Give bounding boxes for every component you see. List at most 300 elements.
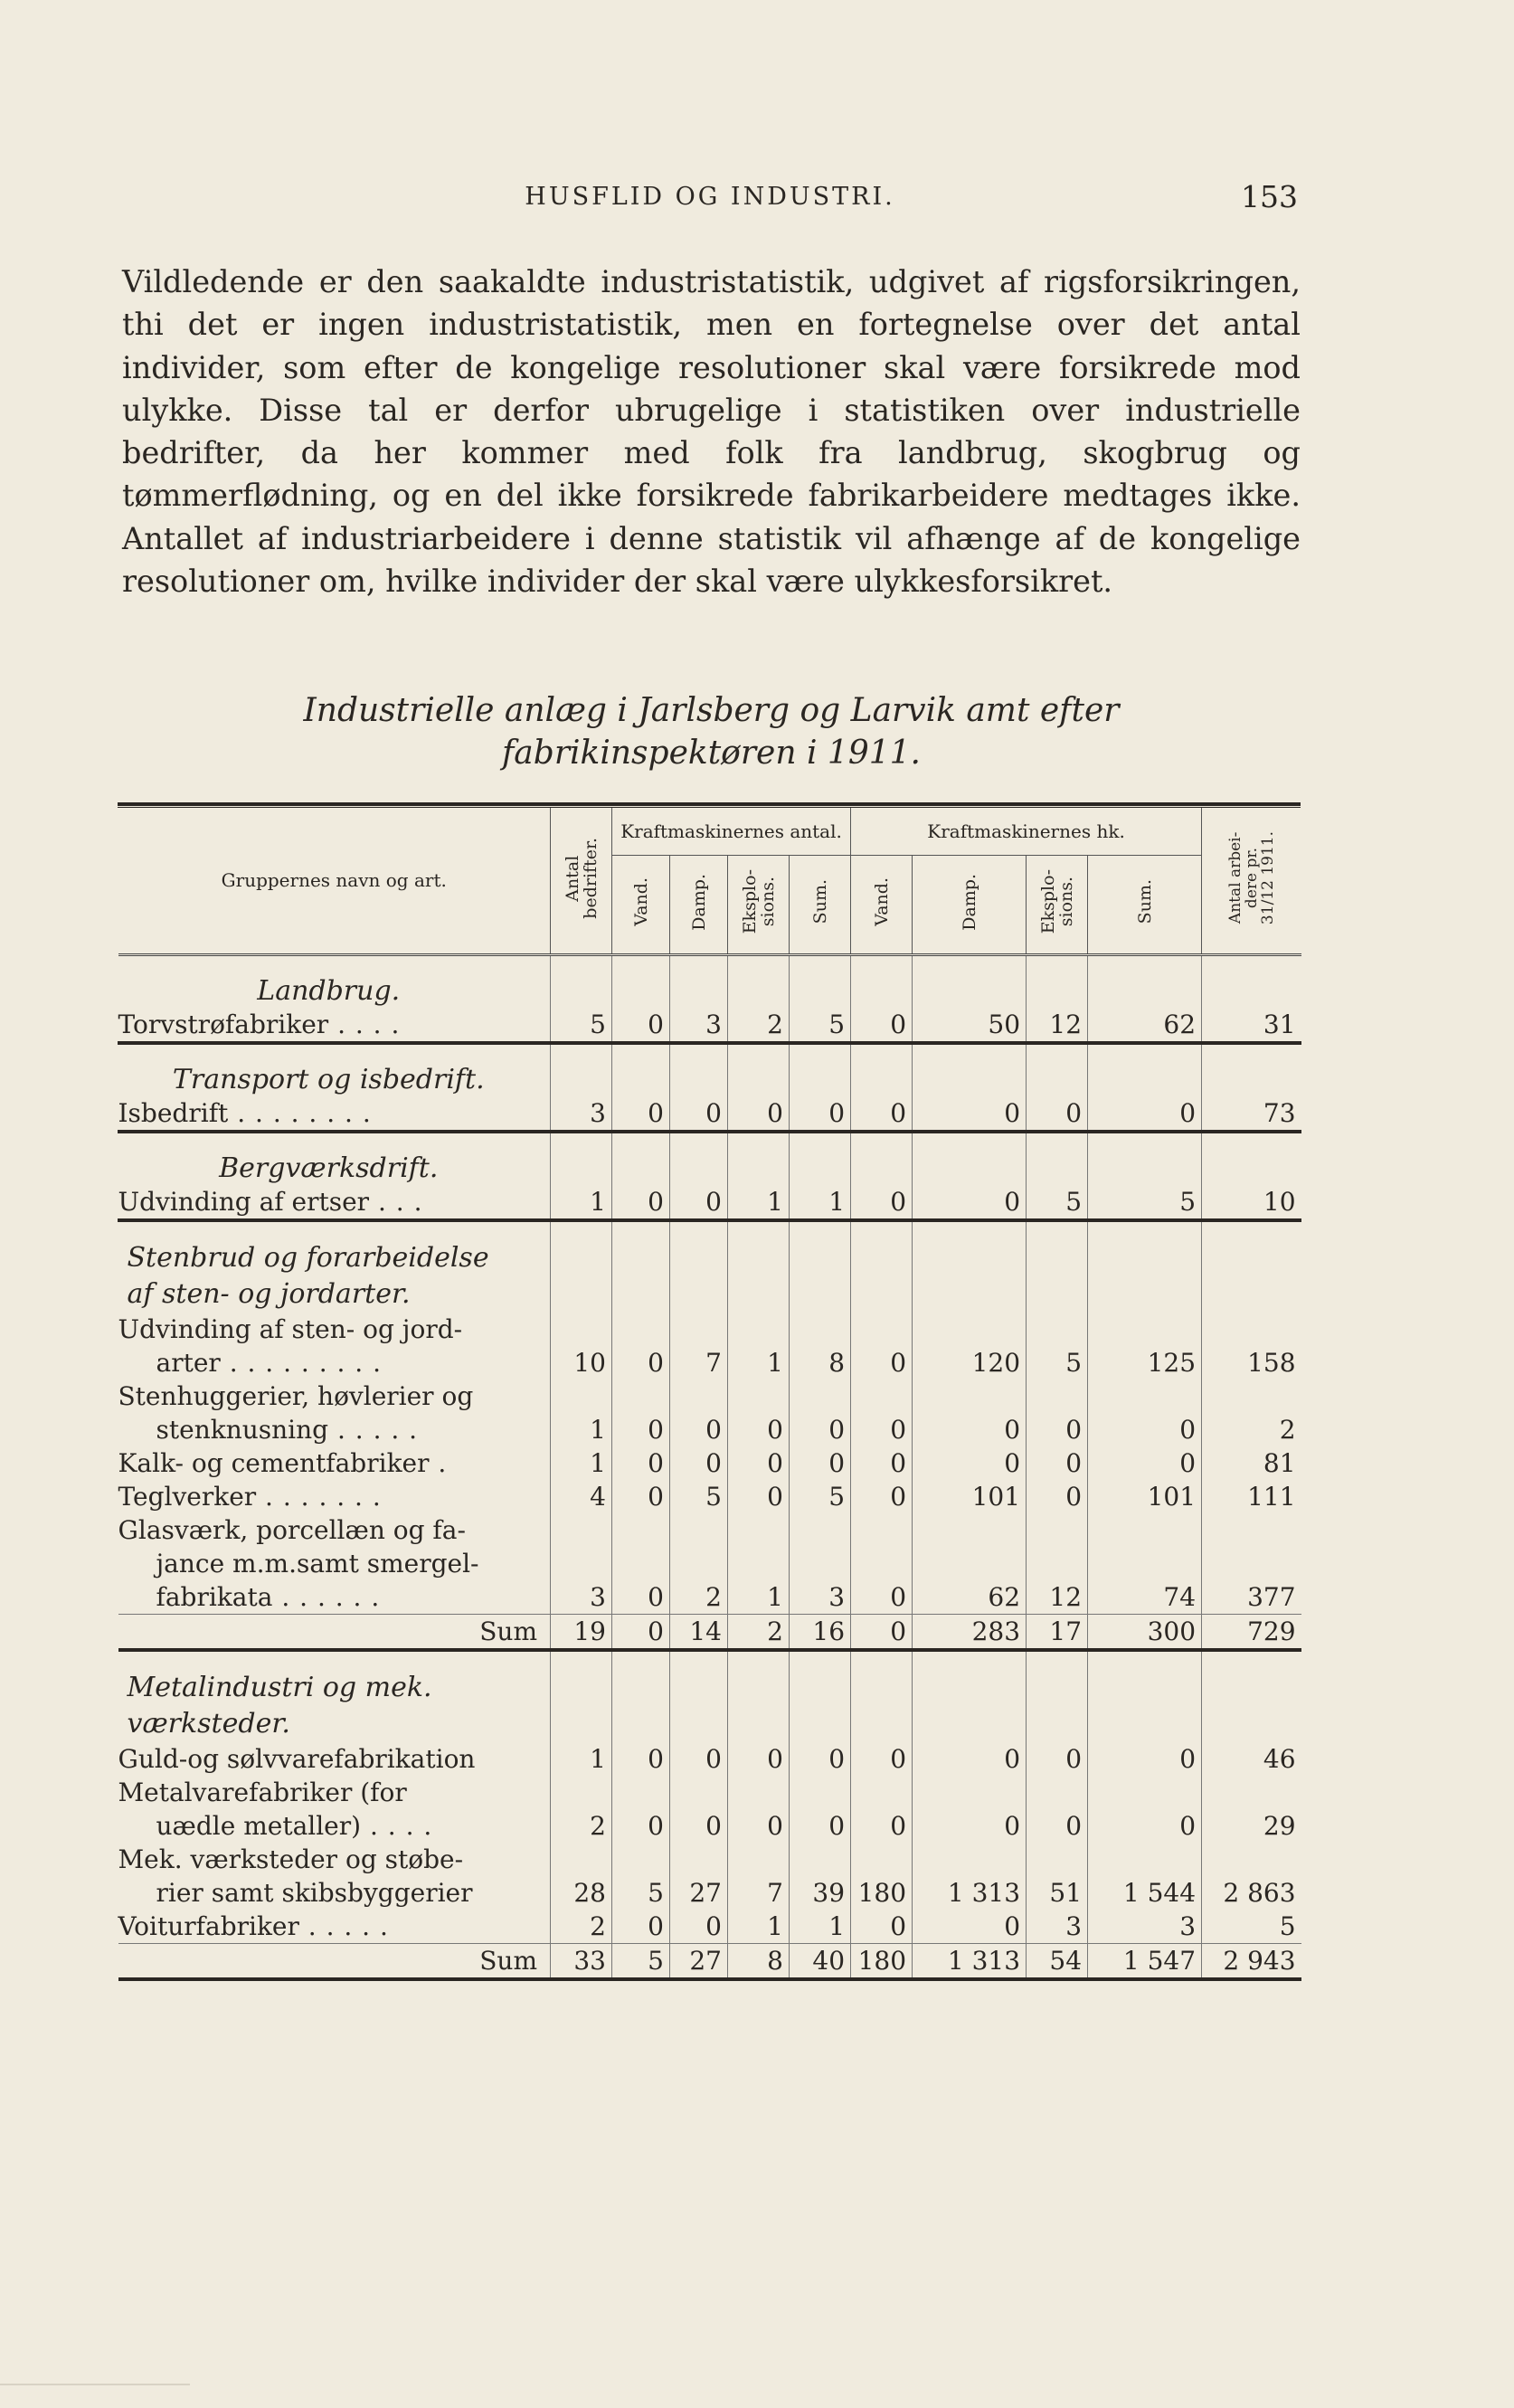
table-row [118, 1513, 1301, 1615]
row-label [118, 1742, 551, 1776]
value-cell: 0 [612, 1185, 670, 1218]
col-header-sum: Sum. [790, 855, 851, 954]
value-cell: 5 [1202, 1910, 1301, 1944]
row-label-text: Voiturfabriker . . . . . [118, 1910, 389, 1941]
value-cell: 0 [670, 1910, 728, 1944]
empty-cell [728, 1664, 790, 1742]
empty-cell [913, 1664, 1027, 1742]
empty-cell [670, 1664, 728, 1742]
value-cell: 0 [728, 1096, 790, 1130]
row-label-cont-text: rier samt skibsbyggerier [156, 1877, 473, 1908]
sum-cell: 1 547 [1088, 1943, 1202, 1979]
value-cell: 8 [790, 1313, 851, 1379]
empty-cell [612, 1650, 670, 1664]
leader-dots: . . . . . [298, 1910, 389, 1941]
value-cell: 4 [551, 1480, 612, 1513]
sum-cell: 54 [1027, 1943, 1088, 1979]
value-cell: 0 [851, 1008, 913, 1041]
value-cell: 0 [612, 1776, 670, 1843]
value-cell: 0 [728, 1776, 790, 1843]
empty-cell [1202, 969, 1301, 1008]
value-cell: 12 [1027, 1513, 1088, 1615]
leader-dots: . . . . . [328, 1414, 419, 1445]
table-row [118, 1446, 1301, 1480]
row-label [118, 1776, 551, 1843]
section-title: Metalindustri og mek. værksteder. [127, 1671, 432, 1740]
empty-cell [728, 1043, 790, 1057]
empty-cell [670, 1057, 728, 1096]
value-cell: 0 [1088, 1096, 1202, 1130]
row-label-text: Isbedrift . . . . . . . . [118, 1097, 372, 1128]
row-label-text: Torvstrøfabriker . . . . [118, 1009, 401, 1039]
value-cell: 10 [551, 1313, 612, 1379]
empty-cell [851, 1220, 913, 1235]
empty-cell [851, 969, 913, 1008]
row-label [118, 1843, 551, 1910]
section-title: Bergværksdrift. [219, 1152, 439, 1184]
empty-cell [1088, 1146, 1202, 1185]
page-number: 153 [1241, 179, 1298, 214]
col-header-antal-bedrifter: Antal bedrifter. [551, 808, 612, 954]
page-header [122, 179, 1298, 215]
value-cell: 0 [670, 1776, 728, 1843]
col-header-kraft-antal: Kraftmaskinernes antal. [612, 808, 851, 855]
sum-cell: 16 [790, 1614, 851, 1650]
empty-cell [913, 1235, 1027, 1313]
value-cell: 0 [670, 1446, 728, 1480]
value-cell: 5 [551, 1008, 612, 1041]
value-cell: 2 [551, 1910, 612, 1944]
table-caption [122, 689, 1301, 774]
value-cell: 0 [670, 1742, 728, 1776]
empty-cell [1027, 1220, 1088, 1235]
empty-cell [1027, 1043, 1088, 1057]
empty-cell [851, 1650, 913, 1664]
value-cell: 101 [1088, 1480, 1202, 1513]
section-title-row [118, 1664, 1301, 1742]
value-cell: 0 [851, 1379, 913, 1446]
spacer-cell [118, 1220, 551, 1235]
value-cell: 0 [913, 1379, 1027, 1446]
sum-cell: 40 [790, 1943, 851, 1979]
sum-label: Sum [118, 1614, 551, 1650]
empty-cell [1027, 1146, 1088, 1185]
value-cell: 0 [728, 1446, 790, 1480]
col-header-group: Gruppernes navn og art. [221, 869, 447, 892]
spacer-row [118, 1132, 1301, 1146]
empty-cell [1027, 1057, 1088, 1096]
section-title-row [118, 969, 1301, 1008]
table-row [118, 1910, 1301, 1944]
row-label-continuation [118, 1876, 540, 1910]
value-cell: 46 [1202, 1742, 1301, 1776]
value-cell: 0 [851, 1910, 913, 1944]
value-cell: 7 [670, 1313, 728, 1379]
sum-cell: 17 [1027, 1614, 1088, 1650]
row-label-continuation [118, 1580, 540, 1614]
value-cell: 51 [1027, 1843, 1088, 1910]
sum-cell: 5 [612, 1943, 670, 1979]
value-cell: 28 [551, 1843, 612, 1910]
empty-cell [1088, 1057, 1202, 1096]
value-cell: 1 [551, 1185, 612, 1218]
value-cell: 0 [728, 1742, 790, 1776]
value-cell: 0 [612, 1513, 670, 1615]
empty-cell [551, 1132, 612, 1146]
page-edge-mark [0, 2384, 190, 2385]
empty-cell [551, 969, 612, 1008]
caption-line-1: Industrielle anlæg i Jarlsberg og Larvik amt efter [303, 692, 1120, 729]
col-header-eksplosions-hk: Eksplo- sions. [1027, 855, 1088, 954]
col-header-eksplosions: Eksplo- sions. [728, 855, 790, 954]
empty-cell [1202, 1220, 1301, 1235]
value-cell: 125 [1088, 1313, 1202, 1379]
empty-cell [551, 956, 612, 969]
sum-row [118, 1614, 1301, 1650]
leader-dots: . . . . . . [272, 1581, 381, 1612]
empty-cell [913, 956, 1027, 969]
data-table [118, 808, 1301, 1981]
value-cell: 0 [851, 1446, 913, 1480]
section-title-row [118, 1235, 1301, 1313]
empty-cell [913, 1650, 1027, 1664]
empty-cell [1202, 1664, 1301, 1742]
value-cell: 3 [1027, 1910, 1088, 1944]
empty-cell [1088, 969, 1202, 1008]
value-cell: 0 [913, 1776, 1027, 1843]
value-cell: 0 [612, 1313, 670, 1379]
empty-cell [790, 1650, 851, 1664]
empty-cell [851, 956, 913, 969]
value-cell: 1 [790, 1185, 851, 1218]
leader-dots: . . . . [361, 1810, 433, 1841]
table-row [118, 1313, 1301, 1379]
value-cell: 0 [670, 1185, 728, 1218]
value-cell: 2 [670, 1513, 728, 1615]
value-cell: 1 [728, 1313, 790, 1379]
row-label-continuation [118, 1809, 540, 1843]
value-cell: 62 [1088, 1008, 1202, 1041]
sum-cell: 19 [551, 1614, 612, 1650]
value-cell: 0 [851, 1185, 913, 1218]
empty-cell [670, 1132, 728, 1146]
sum-cell: 2 [728, 1614, 790, 1650]
empty-cell [612, 1220, 670, 1235]
leader-dots: . . . [369, 1186, 423, 1217]
value-cell: 1 [728, 1513, 790, 1615]
empty-cell [1088, 956, 1202, 969]
table-body [118, 956, 1301, 1979]
empty-cell [551, 1043, 612, 1057]
value-cell: 3 [1088, 1910, 1202, 1944]
table-row [118, 1096, 1301, 1130]
section-title: Transport og isbedrift. [172, 1063, 485, 1095]
value-cell: 0 [913, 1910, 1027, 1944]
row-label [118, 1910, 551, 1944]
section-title-row [118, 1146, 1301, 1185]
empty-cell [612, 969, 670, 1008]
value-cell: 74 [1088, 1513, 1202, 1615]
sum-row [118, 1943, 1301, 1979]
empty-cell [790, 1043, 851, 1057]
value-cell: 0 [913, 1446, 1027, 1480]
row-label [118, 1185, 551, 1218]
value-cell: 0 [1088, 1776, 1202, 1843]
value-cell: 180 [851, 1843, 913, 1910]
running-title: HUSFLID OG INDUSTRI. [525, 183, 895, 211]
sum-cell: 8 [728, 1943, 790, 1979]
value-cell: 0 [851, 1513, 913, 1615]
value-cell: 101 [913, 1480, 1027, 1513]
row-label [118, 1313, 551, 1379]
col-header-vand: Vand. [612, 855, 670, 954]
empty-cell [1027, 1664, 1088, 1742]
value-cell: 0 [790, 1776, 851, 1843]
table-row [118, 1843, 1301, 1910]
sum-cell: 2 943 [1202, 1943, 1301, 1979]
col-header-damp-hk: Damp. [913, 855, 1027, 954]
value-cell: 0 [851, 1776, 913, 1843]
empty-cell [670, 1146, 728, 1185]
leader-dots: . . . . . . . . [228, 1097, 372, 1128]
sum-cell: 300 [1088, 1614, 1202, 1650]
empty-cell [790, 1132, 851, 1146]
empty-cell [670, 1043, 728, 1057]
value-cell: 0 [913, 1742, 1027, 1776]
value-cell: 0 [728, 1480, 790, 1513]
value-cell: 0 [670, 1379, 728, 1446]
value-cell: 62 [913, 1513, 1027, 1615]
value-cell: 0 [612, 1910, 670, 1944]
sum-cell: 0 [851, 1614, 913, 1650]
value-cell: 50 [913, 1008, 1027, 1041]
spacer-row [118, 1650, 1301, 1664]
value-cell: 1 [551, 1446, 612, 1480]
value-cell: 0 [612, 1008, 670, 1041]
value-cell: 3 [551, 1513, 612, 1615]
row-label [118, 1446, 551, 1480]
row-label [118, 1480, 551, 1513]
sum-cell: 729 [1202, 1614, 1301, 1650]
table-row [118, 1185, 1301, 1218]
body-paragraph: Vildledende er den saakaldte industristatistik, udgivet af rigsforsikringen, thi det er ingen industristatistik, men en fortegnelse over det antal individer, som efter de kongelige resolutioner skal være forsikrede mod ulykke. Disse tal er derfor ubrugelige i statistiken over industrielle bedrifter, da her kommer med folk fra landbrug, skogbrug og tømmerflødning, og en del ikke forsikrede fabrikarbeidere medtages ikke. Antallet af industriarbeidere i denne statistik vil afhænge af de kongelige resolutioner om, hvilke individer der skal være ulykkesforsikret. [122, 264, 1301, 600]
row-label-text: Stenhuggerier, høvlerier og [118, 1380, 474, 1411]
sum-cell: 180 [851, 1943, 913, 1979]
value-cell: 3 [790, 1513, 851, 1615]
empty-cell [612, 1235, 670, 1313]
row-label-text: Udvinding af sten- og jord- [118, 1313, 463, 1344]
row-label [118, 1513, 551, 1615]
empty-cell [913, 1043, 1027, 1057]
empty-cell [551, 1664, 612, 1742]
value-cell: 10 [1202, 1185, 1301, 1218]
row-label-text-2: jance m.m.samt smergel- [156, 1548, 479, 1578]
sum-cell: 27 [670, 1943, 728, 1979]
col-header-kraft-hk: Kraftmaskinernes hk. [851, 808, 1202, 855]
value-cell: 5 [670, 1480, 728, 1513]
spacer-row [118, 1043, 1301, 1057]
value-cell: 29 [1202, 1776, 1301, 1843]
empty-cell [1088, 1664, 1202, 1742]
empty-cell [913, 1057, 1027, 1096]
col-header-damp: Damp. [670, 855, 728, 954]
value-cell: 0 [670, 1096, 728, 1130]
value-cell: 1 [551, 1379, 612, 1446]
sum-cell: 14 [670, 1614, 728, 1650]
empty-cell [1202, 1057, 1301, 1096]
empty-cell [551, 1235, 612, 1313]
value-cell: 5 [1088, 1185, 1202, 1218]
empty-cell [728, 1132, 790, 1146]
value-cell: 0 [612, 1379, 670, 1446]
empty-cell [790, 1220, 851, 1235]
value-cell: 0 [1027, 1446, 1088, 1480]
row-label-text: Kalk- og cementfabriker . [118, 1447, 448, 1478]
value-cell: 0 [790, 1096, 851, 1130]
spacer-row [118, 956, 1301, 969]
empty-cell [851, 1057, 913, 1096]
row-label-text: Mek. værksteder og støbe- [118, 1844, 464, 1874]
value-cell: 73 [1202, 1096, 1301, 1130]
leader-dots: . . . . [328, 1009, 401, 1039]
value-cell: 0 [612, 1742, 670, 1776]
spacer-cell [118, 1043, 551, 1057]
empty-cell [1088, 1650, 1202, 1664]
value-cell: 0 [913, 1185, 1027, 1218]
empty-cell [1202, 1043, 1301, 1057]
empty-cell [1027, 969, 1088, 1008]
empty-cell [728, 1650, 790, 1664]
value-cell: 0 [1027, 1480, 1088, 1513]
empty-cell [790, 956, 851, 969]
empty-cell [551, 1650, 612, 1664]
value-cell: 1 [551, 1742, 612, 1776]
sum-cell: 0 [612, 1614, 670, 1650]
value-cell: 3 [670, 1008, 728, 1041]
spacer-row [118, 1220, 1301, 1235]
row-label-text: Udvinding af ertser . . . [118, 1186, 423, 1217]
col-header-sum-hk: Sum. [1088, 855, 1202, 954]
leader-dots: . . . . . . . [256, 1481, 382, 1512]
value-cell: 12 [1027, 1008, 1088, 1041]
empty-cell [728, 1220, 790, 1235]
value-cell: 5 [1027, 1185, 1088, 1218]
value-cell: 0 [790, 1446, 851, 1480]
value-cell: 158 [1202, 1313, 1301, 1379]
value-cell: 39 [790, 1843, 851, 1910]
value-cell: 1 [728, 1910, 790, 1944]
section-title: Landbrug. [257, 974, 401, 1007]
value-cell: 0 [1027, 1096, 1088, 1130]
empty-cell [1202, 1650, 1301, 1664]
empty-cell [913, 1146, 1027, 1185]
empty-cell [612, 1043, 670, 1057]
value-cell: 0 [851, 1096, 913, 1130]
row-label-text: Guld-og sølvvarefabrikation [118, 1743, 476, 1774]
value-cell: 2 [551, 1776, 612, 1843]
empty-cell [670, 1650, 728, 1664]
empty-cell [913, 969, 1027, 1008]
value-cell: 5 [1027, 1313, 1088, 1379]
empty-cell [551, 1146, 612, 1185]
leader-dots: . . . . . . . . . [220, 1347, 383, 1378]
empty-cell [851, 1043, 913, 1057]
table-row [118, 1008, 1301, 1041]
empty-cell [612, 956, 670, 969]
value-cell: 0 [1027, 1742, 1088, 1776]
empty-cell [670, 1235, 728, 1313]
value-cell: 27 [670, 1843, 728, 1910]
empty-cell [728, 969, 790, 1008]
empty-cell [790, 1664, 851, 1742]
empty-cell [851, 1146, 913, 1185]
empty-cell [790, 1057, 851, 1096]
value-cell: 5 [790, 1008, 851, 1041]
empty-cell [612, 1132, 670, 1146]
row-label [118, 1008, 551, 1041]
row-label-cont-text: fabrikata [156, 1581, 273, 1612]
value-cell: 2 [728, 1008, 790, 1041]
empty-cell [551, 1220, 612, 1235]
row-label-cont-text: stenknusning [156, 1414, 329, 1445]
sum-cell: 283 [913, 1614, 1027, 1650]
empty-cell [728, 1235, 790, 1313]
section-title-row [118, 1057, 1301, 1096]
empty-cell [670, 969, 728, 1008]
empty-cell [1202, 1146, 1301, 1185]
empty-cell [670, 956, 728, 969]
empty-cell [851, 1235, 913, 1313]
value-cell: 7 [728, 1843, 790, 1910]
row-label-cont-text: uædle metaller) [156, 1810, 362, 1841]
col-header-antal-arbeidere: Antal arbei- dere pr. 31/12 1911. [1202, 808, 1301, 954]
table-row [118, 1776, 1301, 1843]
row-label-cont-text: arter [156, 1347, 221, 1378]
empty-cell [1202, 956, 1301, 969]
row-label-text: Teglverker . . . . . . . [118, 1481, 382, 1512]
sum-label: Sum [118, 1943, 551, 1979]
value-cell: 5 [790, 1480, 851, 1513]
row-label-text: Glasværk, porcellæn og fa- [118, 1514, 466, 1545]
value-cell: 1 [728, 1185, 790, 1218]
row-label-text: Metalvarefabriker (for [118, 1777, 407, 1807]
value-cell: 0 [913, 1096, 1027, 1130]
empty-cell [1088, 1235, 1202, 1313]
empty-cell [913, 1132, 1027, 1146]
table-row [118, 1480, 1301, 1513]
table-row [118, 1742, 1301, 1776]
empty-cell [728, 1057, 790, 1096]
spacer-cell [118, 1650, 551, 1664]
value-cell: 0 [1027, 1379, 1088, 1446]
row-label-continuation [118, 1413, 540, 1446]
empty-cell [612, 1057, 670, 1096]
sum-cell: 1 313 [913, 1943, 1027, 1979]
empty-cell [728, 956, 790, 969]
value-cell: 5 [612, 1843, 670, 1910]
value-cell: 1 544 [1088, 1843, 1202, 1910]
row-label-continuation [118, 1346, 540, 1379]
col-header-vand-hk: Vand. [851, 855, 913, 954]
value-cell: 111 [1202, 1480, 1301, 1513]
spacer-cell [118, 1132, 551, 1146]
table-row [118, 1379, 1301, 1446]
empty-cell [913, 1220, 1027, 1235]
empty-cell [1088, 1220, 1202, 1235]
value-cell: 2 [1202, 1379, 1301, 1446]
empty-cell [728, 1146, 790, 1185]
section-title: Stenbrud og forarbeidelse af sten- og jordarter. [127, 1241, 489, 1310]
